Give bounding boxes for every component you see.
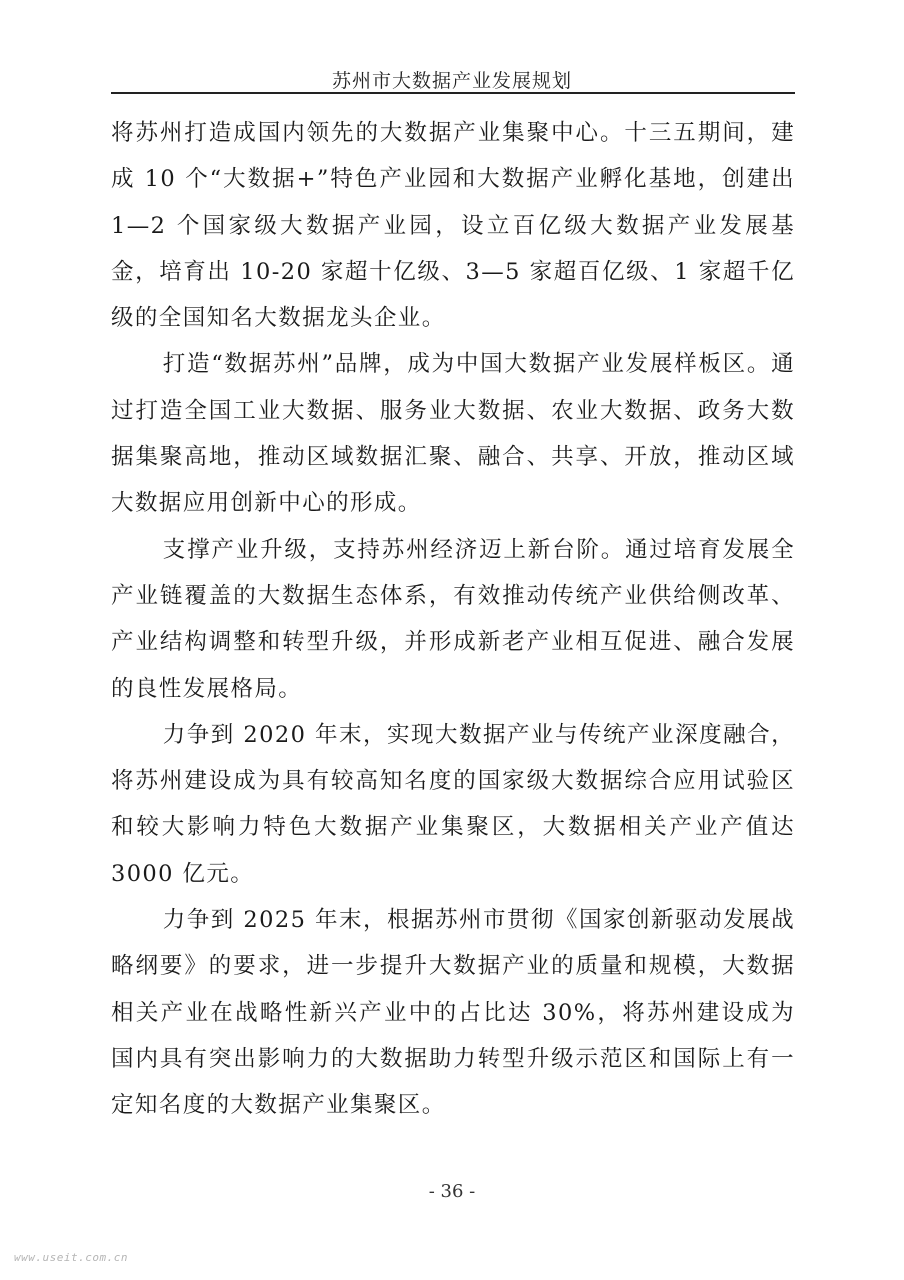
header-divider — [111, 92, 795, 94]
paragraph: 力争到 2025 年末，根据苏州市贯彻《国家创新驱动发展战略纲要》的要求，进一步提升大数据产业的质量和规模，大数据相关产业在战略性新兴产业中的占比达 30%，将苏州建设成为国内具有突出影响力的大数据助力转型升级示范区和国际上有一定知名度的大数据产业集聚区。 — [111, 907, 795, 1119]
body-text — [111, 110, 795, 1129]
paragraph: 支撑产业升级，支持苏州经济迈上新台阶。通过培育发展全产业链覆盖的大数据生态体系，有效推动传统产业供给侧改革、产业结构调整和转型升级，并形成新老产业相互促进、融合发展的良性发展格局。 — [111, 536, 795, 702]
page-number: - 36 - — [428, 1181, 476, 1202]
running-header-title: 苏州市大数据产业发展规划 — [331, 70, 572, 92]
paragraph: 打造“数据苏州”品牌，成为中国大数据产业发展样板区。通过打造全国工业大数据、服务业大数据、农业大数据、政务大数据集聚高地，推动区域数据汇聚、融合、共享、开放，推动区域大数据应用创新中心的形成。 — [111, 351, 795, 517]
paragraph: 力争到 2020 年末，实现大数据产业与传统产业深度融合，将苏州建设成为具有较高知名度的国家级大数据综合应用试验区和较大影响力特色大数据产业集聚区，大数据相关产业产值达 3000 亿元。 — [111, 721, 795, 887]
source-watermark: www.useit.com.cn — [14, 1251, 128, 1264]
paragraph-continued: 将苏州打造成国内领先的大数据产业集聚中心。十三五期间，建成 10 个“大数据+”特色产业园和大数据产业孵化基地，创建出 1—2 个国家级大数据产业园，设立百亿级大数据产业发展基金，培育出 10-20 家超十亿级、3—5 家超百亿级、1 家超千亿级的全国知名大数据龙头企业。 — [111, 120, 795, 332]
